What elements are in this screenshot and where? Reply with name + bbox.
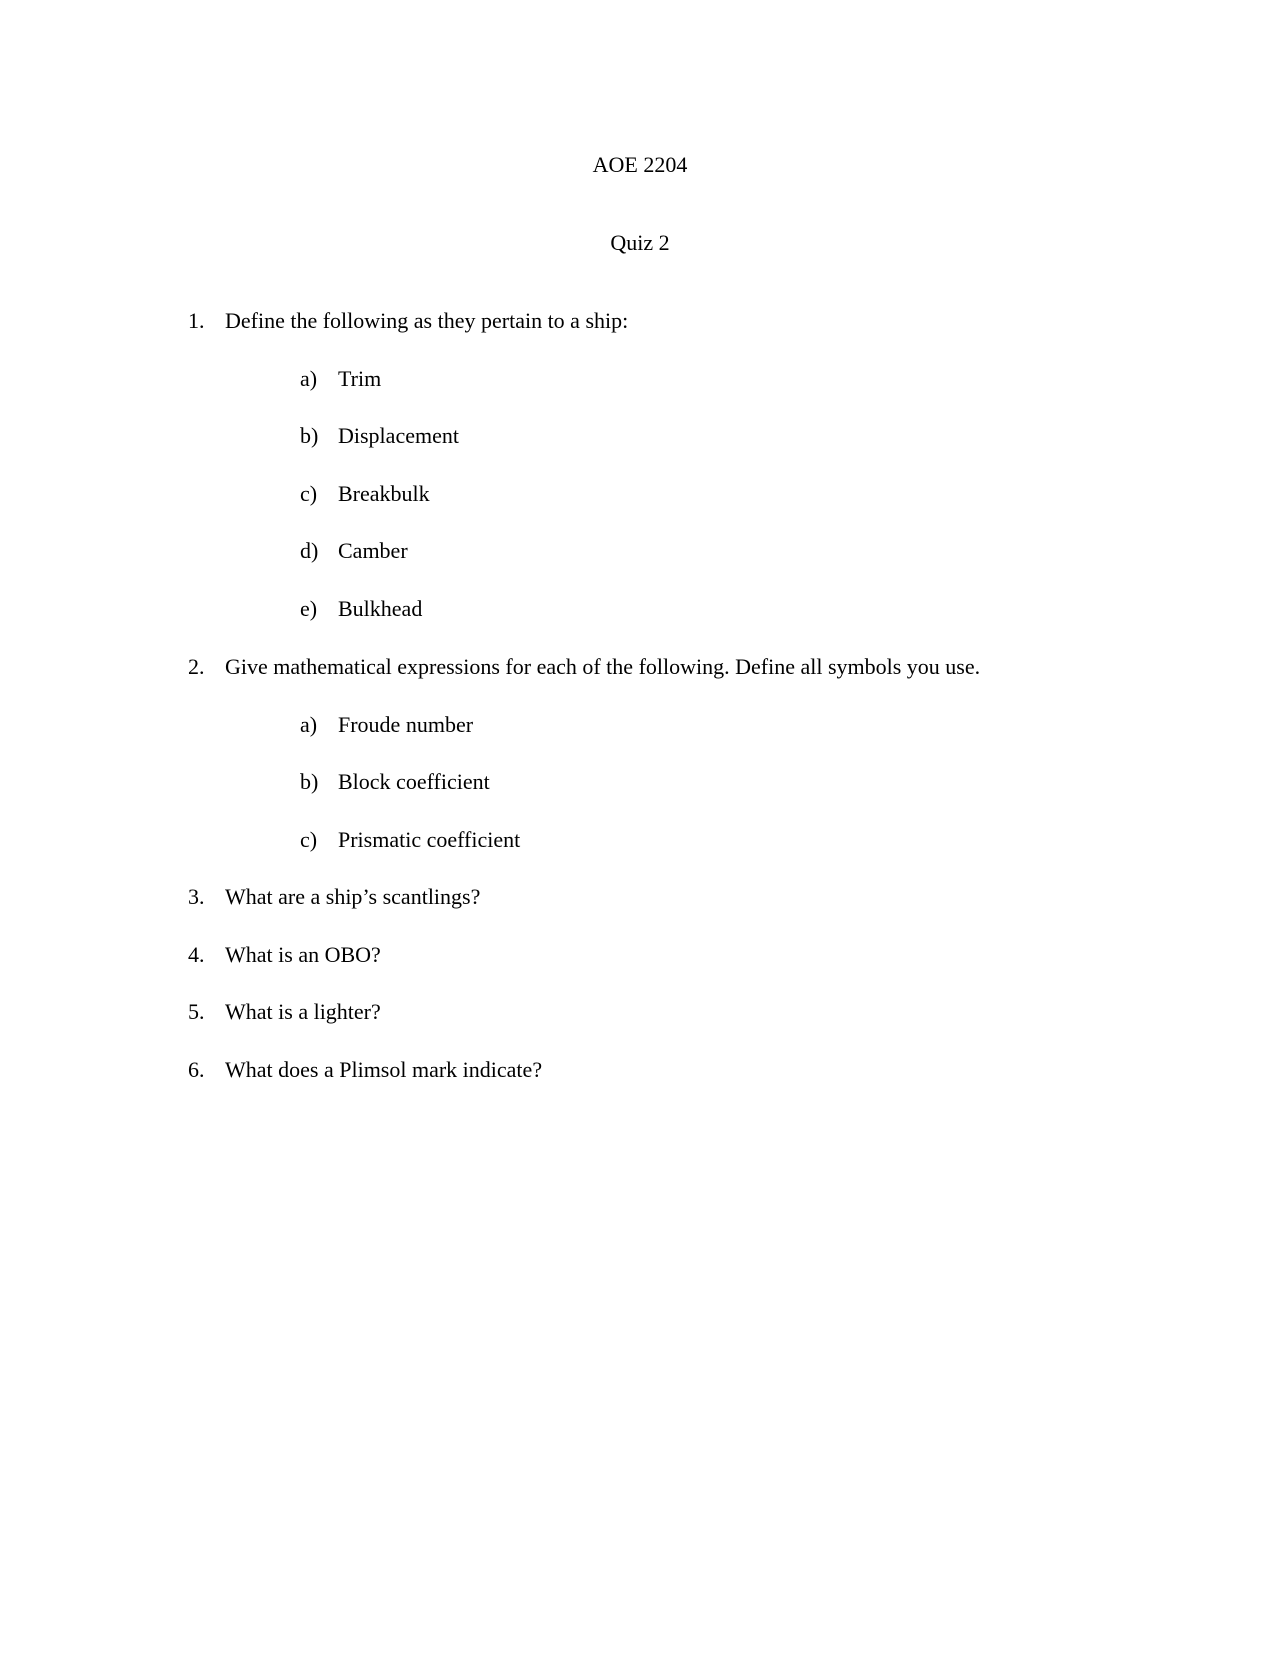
subitem-label: c)	[300, 827, 318, 852]
subitem-text: Breakbulk	[338, 481, 430, 506]
course-code: AOE 2204	[592, 152, 688, 177]
question-number: 6.	[188, 1057, 205, 1082]
subitem-text: Block coefficient	[338, 769, 490, 794]
question-text: What does a Plimsol mark indicate?	[225, 1057, 543, 1082]
question-number: 3.	[188, 884, 205, 909]
subitem-label: b)	[300, 423, 319, 448]
question-text: Define the following as they pertain to a ship:	[225, 308, 629, 333]
question-text: Give mathematical expressions for each of the following. Define all symbols you use.	[225, 654, 981, 679]
subitem-label: b)	[300, 769, 319, 794]
subitem-text: Trim	[338, 366, 382, 391]
subitem-label: e)	[300, 596, 318, 621]
question-text: What is an OBO?	[225, 942, 381, 967]
subitem-label: a)	[300, 712, 318, 737]
subitem-label: a)	[300, 366, 318, 391]
subitem-label: c)	[300, 481, 318, 506]
subitem-text: Froude number	[338, 712, 474, 737]
subitem-label: d)	[300, 538, 319, 563]
subitem-text: Bulkhead	[338, 596, 423, 621]
subitem-text: Prismatic coefficient	[338, 827, 521, 852]
subitem-text: Displacement	[338, 423, 459, 448]
subitem-text: Camber	[338, 538, 408, 563]
question-text: What are a ship’s scantlings?	[225, 884, 481, 909]
question-number: 5.	[188, 999, 205, 1024]
question-number: 2.	[188, 654, 205, 679]
quiz-title: Quiz 2	[610, 230, 670, 255]
question-number: 1.	[188, 308, 205, 333]
question-text: What is a lighter?	[225, 999, 381, 1024]
question-number: 4.	[188, 942, 205, 967]
